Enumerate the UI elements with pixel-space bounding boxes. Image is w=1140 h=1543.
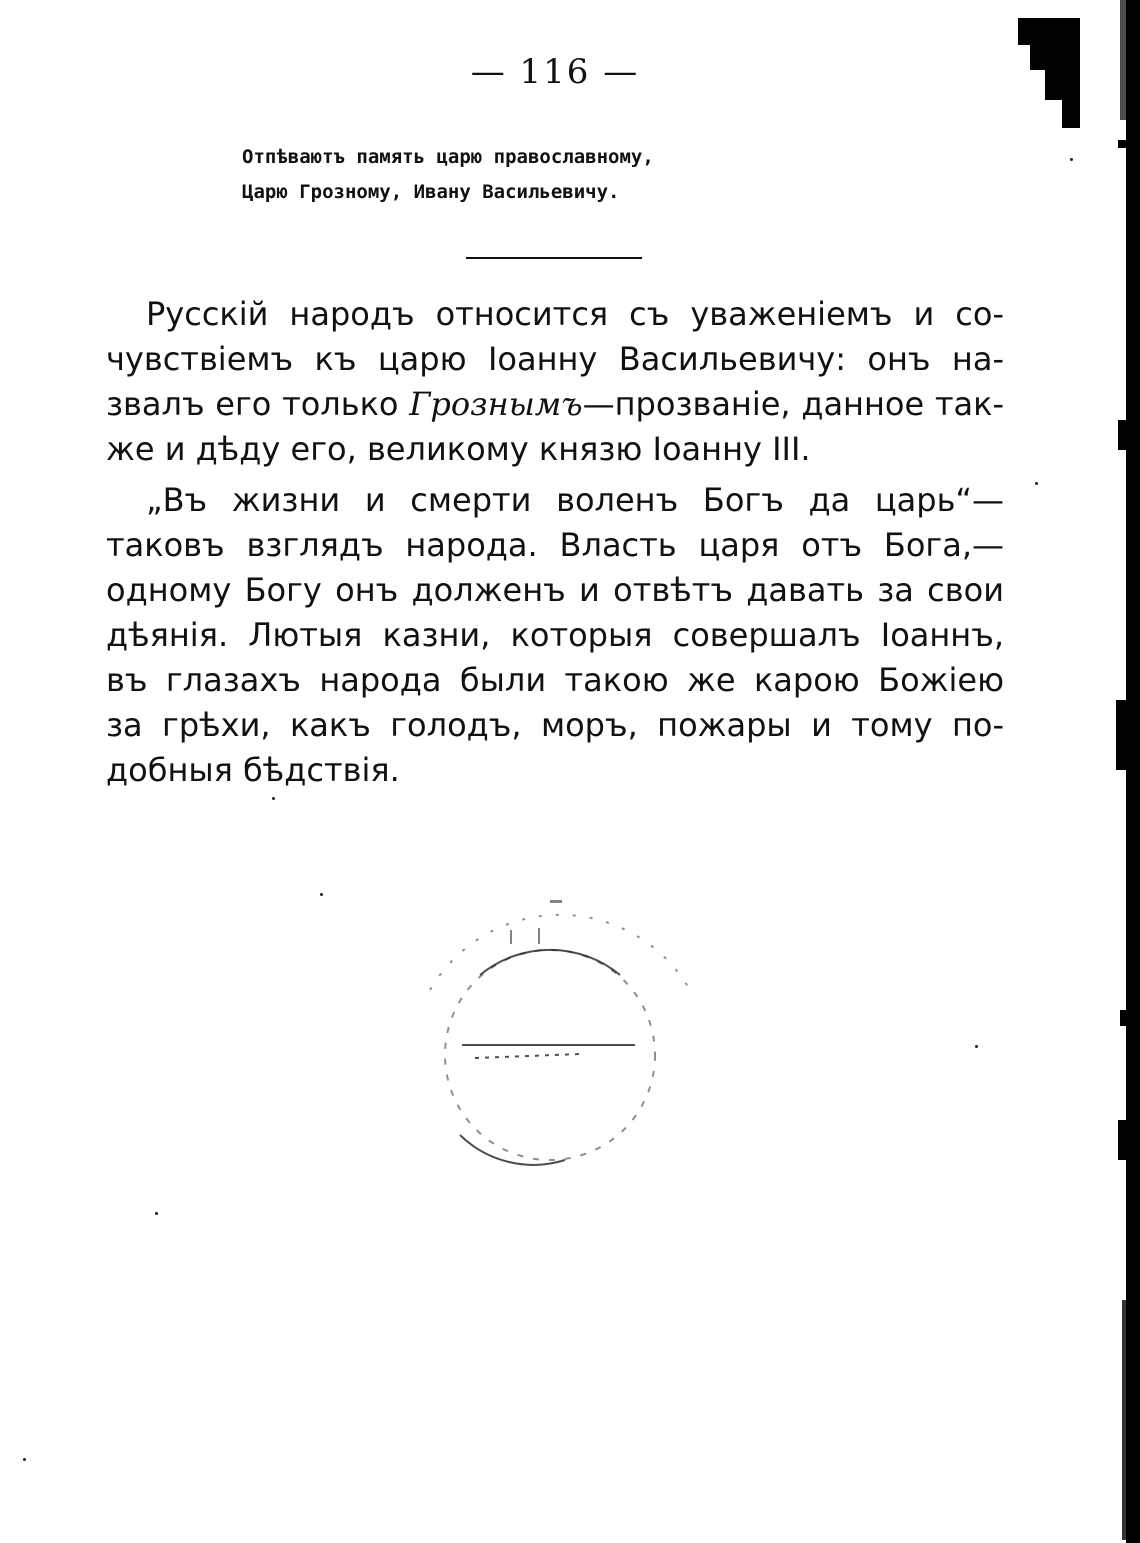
- scan-edge-shadow: [1010, 0, 1140, 1543]
- line-3-end: —прозваніе, данное так-: [582, 385, 1005, 423]
- scan-speck: [975, 1045, 978, 1048]
- scan-speck: [1070, 158, 1073, 161]
- paragraph-2-line-4: дѣянія. Лютыя казни, которыя совершалъ Іоаннъ,: [106, 616, 1004, 654]
- epigraph-line-2: Царю Грозному, Ивану Васильевичу.: [242, 181, 620, 203]
- scan-speck: [272, 797, 275, 800]
- scan-speck: [1035, 482, 1038, 485]
- paragraph-1-line-1: Русскій народъ относится съ уваженіемъ и со-: [146, 295, 1004, 333]
- paragraph-1: [106, 292, 1004, 472]
- scan-speck: [155, 1212, 158, 1215]
- section-divider: [466, 257, 642, 259]
- faded-library-stamp-icon: [400, 880, 730, 1180]
- paragraph-2-line-2: таковъ взглядъ народа. Власть царя отъ Бога,—: [106, 526, 1004, 564]
- paragraph-1-line-2: чувствіемъ къ царю Іоанну Васильевичу: онъ на-: [106, 340, 1004, 378]
- scan-speck: [320, 893, 323, 896]
- scan-speck: [23, 1458, 26, 1461]
- paragraph-2-line-7: добныя бѣдствія.: [106, 751, 400, 789]
- epigraph-line-1: Отпѣваютъ память царю православному,: [242, 146, 654, 168]
- emphasized-word: Грознымъ: [409, 385, 583, 423]
- paragraph-2-line-6: за грѣхи, какъ голодъ, моръ, пожары и тому по-: [106, 706, 1004, 744]
- paragraph-2-line-1: „Въ жизни и смерти воленъ Богъ да царь“—: [146, 481, 1004, 519]
- paragraph-1-line-4: же и дѣду его, великому князю Іоанну III.: [106, 430, 811, 468]
- paragraph-2: [106, 478, 1004, 793]
- body-text: [106, 292, 1004, 793]
- paragraph-2-line-3: одному Богу онъ долженъ и отвѣтъ давать за свои: [106, 571, 1004, 609]
- paragraph-2-line-5: въ глазахъ народа были такою же карою Божіею: [106, 661, 1004, 699]
- line-3-start: звалъ его только: [106, 385, 410, 423]
- epigraph: [242, 140, 822, 210]
- page-number: — 116 —: [470, 52, 640, 92]
- paragraph-1-line-3: [106, 382, 1004, 427]
